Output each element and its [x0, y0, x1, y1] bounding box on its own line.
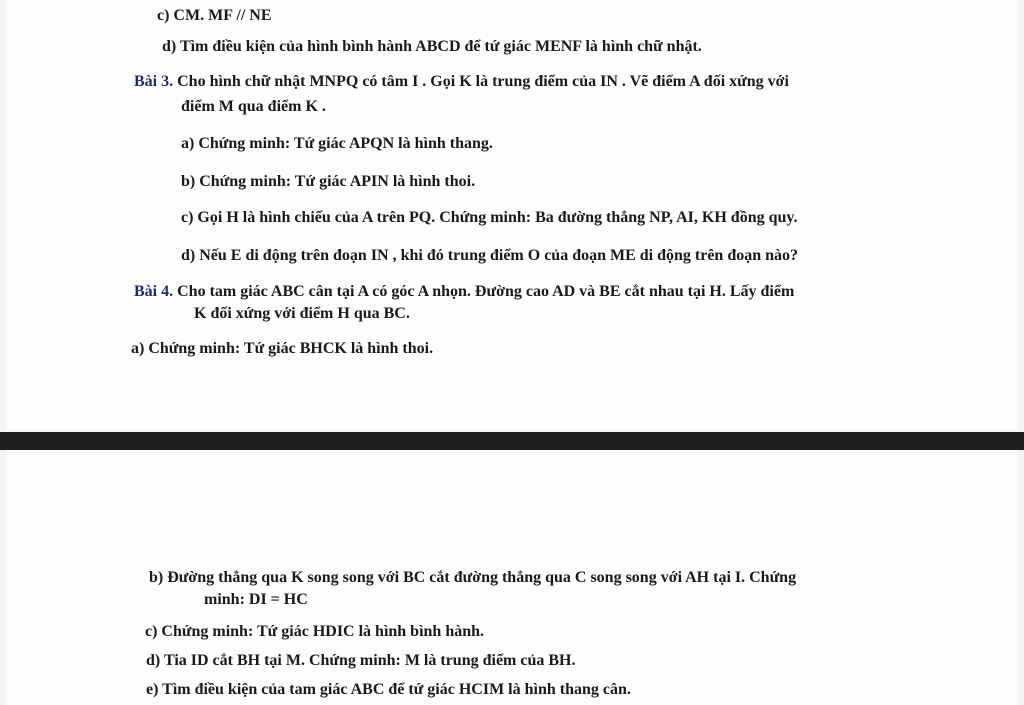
bai4-part-e: e) Tìm điều kiện của tam giác ABC để tứ giác HCIM là hình thang cân.	[146, 681, 631, 698]
bai4-part-b-line2: minh: DI = HC	[204, 591, 308, 608]
bai3-part-a: a) Chứng minh: Tứ giác APQN là hình thang.	[181, 135, 493, 152]
item-d-rectangle-condition: d) Tìm điều kiện của hình bình hành ABCD để tứ giác MENF là hình chữ nhật.	[162, 38, 702, 55]
page-divider	[0, 432, 1024, 450]
bai3-part-c: c) Gọi H là hình chiếu của A trên PQ. Chứng minh: Ba đường thẳng NP, AI, KH đồng quy.	[181, 209, 798, 226]
bai3-intro-text: Cho hình chữ nhật MNPQ có tâm I . Gọi K là trung điểm của IN . Vẽ điểm A đối xứng với	[177, 73, 789, 90]
bai3-part-b: b) Chứng minh: Tứ giác APIN là hình thoi.	[181, 173, 476, 190]
bai3-intro-line2: điểm M qua điểm K .	[181, 98, 326, 115]
bai4-intro-text: Cho tam giác ABC cân tại A có góc A nhọn. Đường cao AD và BE cắt nhau tại H. Lấy điểm	[177, 283, 795, 300]
bai4-label: Bài 4.	[134, 283, 174, 300]
bai3-part-d: d) Nếu E di động trên đoạn IN , khi đó trung điểm O của đoạn ME di động trên đoạn nào?	[181, 247, 799, 264]
bai4-part-c: c) Chứng minh: Tứ giác HDIC là hình bình hành.	[145, 623, 485, 640]
bai4-intro-line2: K đối xứng với điểm H qua BC.	[194, 305, 410, 322]
bai3-intro-line1	[134, 72, 789, 92]
bai4-part-b-line1: b) Đường thẳng qua K song song với BC cắt đường thẳng qua C song song với AH tại I. Chứng	[149, 569, 797, 586]
bai4-intro-line1	[134, 282, 794, 302]
bai4-part-a: a) Chứng minh: Tứ giác BHCK là hình thoi.	[131, 340, 434, 357]
document-page-bottom	[6, 450, 1018, 705]
document-page-top	[6, 0, 1018, 430]
bai3-label: Bài 3.	[134, 73, 174, 90]
item-c-parallel: c) CM. MF // NE	[157, 7, 272, 24]
bai4-part-d: d) Tia ID cắt BH tại M. Chứng minh: M là trung điểm của BH.	[146, 652, 576, 669]
